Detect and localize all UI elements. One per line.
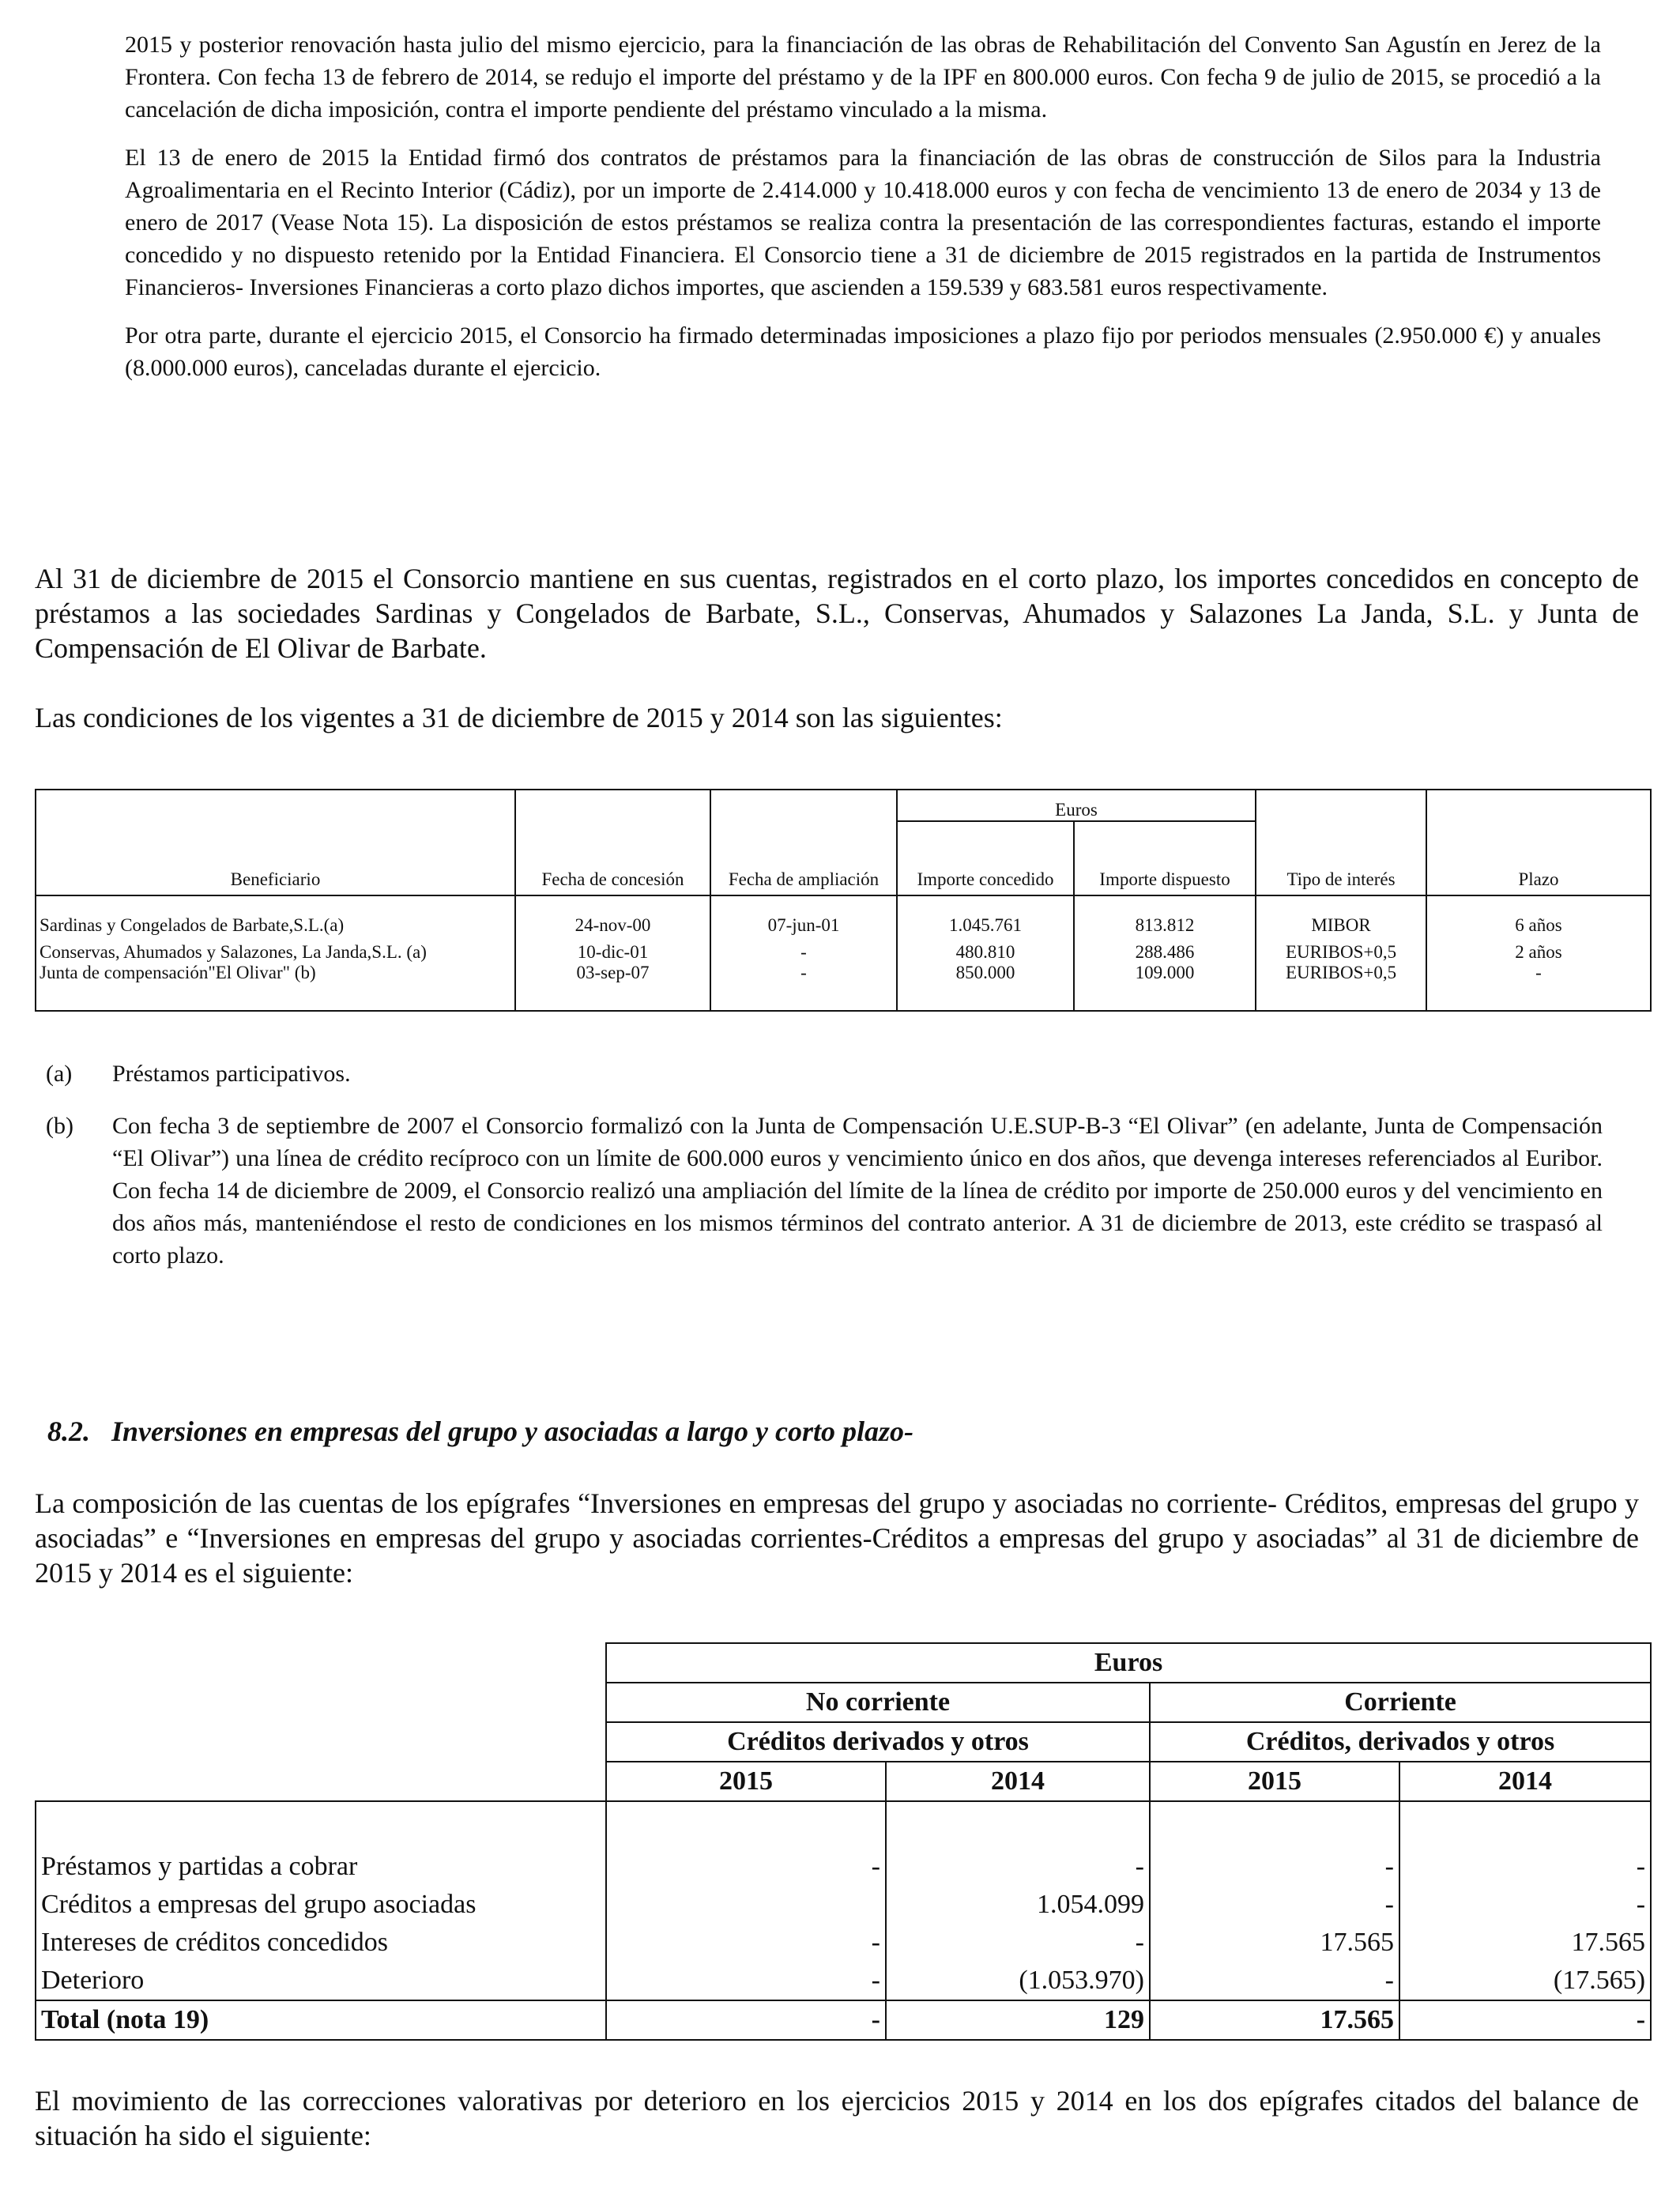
table-row: Sardinas y Congelados de Barbate,S.L.(a) 24-nov-00 07-jun-01 1.045.761 813.812 MIBOR 6 años: [36, 895, 1651, 936]
footnote-a: [46, 1057, 1603, 1090]
loans-intro: [35, 561, 1639, 735]
footnote-key: (a): [46, 1061, 73, 1087]
table-row: Préstamos y partidas a cobrar - - - -: [36, 1848, 1651, 1886]
year-header: 2014: [1399, 1762, 1651, 1801]
investments-table: [35, 1642, 1652, 2041]
group-header: Euros: [606, 1643, 1651, 1683]
paragraph: Las condiciones de los vigentes a 31 de diciembre de 2015 y 2014 son las siguientes:: [35, 702, 1003, 733]
spacer-row: [36, 1801, 1651, 1848]
year-header: 2015: [606, 1762, 886, 1801]
footnote-text: Préstamos participativos.: [112, 1061, 351, 1087]
col-header: Beneficiario: [36, 790, 515, 895]
paragraph: El movimiento de las correcciones valorativas por deterioro en los ejercicios 2015 y 2014 en los dos epígrafes citados del balance de situación ha sido el siguiente:: [35, 2085, 1639, 2151]
top-text: [125, 28, 1601, 384]
col-header: Fecha de concesión: [515, 790, 710, 895]
paragraph: Al 31 de diciembre de 2015 el Consorcio mantiene en sus cuentas, registrados en el corto plazo, los importes concedidos en concepto de préstamos a las sociedades Sardinas y Congelados de Barbate, S.L., Conservas, Ahumados y Salazones La Janda, S.L. y Junta de Compensación de El Olivar de Barbate.: [35, 563, 1639, 664]
group-header: Euros: [897, 790, 1256, 821]
col-header: Fecha de ampliación: [710, 790, 897, 895]
table-row: Junta de compensación"El Olivar" (b) 03-sep-07 - 850.000 109.000 EURIBOS+0,5 -: [36, 963, 1651, 1011]
group-header: No corriente: [606, 1683, 1150, 1722]
col-header: Plazo: [1426, 790, 1651, 895]
loans-table: [35, 789, 1652, 1012]
final-text: [35, 2083, 1639, 2153]
footnote-key: (b): [46, 1113, 73, 1139]
section-intro: [35, 1486, 1639, 1590]
table-row: Deterioro - (1.053.970) - (17.565): [36, 1962, 1651, 2000]
table-row: Créditos a empresas del grupo asociadas 1.054.099 - -: [36, 1886, 1651, 1924]
footnote-text: Con fecha 3 de septiembre de 2007 el Consorcio formalizó con la Junta de Compensación U.E.SUP-B-3 “El Olivar” (en adelante, Junta de Compensación “El Olivar”) una línea de crédito recíproco con un límite de 600.000 euros y vencimiento único en dos años, que devenga intereses referenciados al Euribor. Con fecha 14 de diciembre de 2009, el Consorcio realizó una ampliación del límite de la línea de crédito por importe de 250.000 euros y del vencimiento en dos años más, manteniéndose el resto de condiciones en los mismos términos del contrato anterior. A 31 de diciembre de 2013, este crédito se traspasó al corto plazo.: [112, 1113, 1603, 1269]
group-subheader: Créditos, derivados y otros: [1150, 1722, 1651, 1762]
table-row: Intereses de créditos concedidos - - 17.565 17.565: [36, 1924, 1651, 1962]
total-row: Total (nota 19) - 129 17.565 -: [36, 2000, 1651, 2040]
group-subheader: Créditos derivados y otros: [606, 1722, 1150, 1762]
col-header: Tipo de interés: [1256, 790, 1426, 895]
paragraph: Por otra parte, durante el ejercicio 2015, el Consorcio ha firmado determinadas imposiciones a plazo fijo por periodos mensuales (2.950.000 €) y anuales (8.000.000 euros), canceladas durante el ejercicio.: [125, 322, 1601, 381]
table-row: Conservas, Ahumados y Salazones, La Janda,S.L. (a) 10-dic-01 - 480.810 288.486 EURIBOS+0,5 2 años: [36, 936, 1651, 963]
footnote-b: [46, 1110, 1603, 1272]
paragraph: La composición de las cuentas de los epígrafes “Inversiones en empresas del grupo y asociadas no corriente- Créditos, empresas del grupo y asociadas” e “Inversiones en empresas del grupo y asociadas corrientes-Créditos a empresas del grupo y asociadas” al 31 de diciembre de 2015 y 2014 es el siguiente:: [35, 1487, 1639, 1589]
group-header: Corriente: [1150, 1683, 1651, 1722]
section-heading: 8.2. Inversiones en empresas del grupo y asociadas a largo y corto plazo-: [47, 1416, 913, 1447]
col-header: Importe concedido: [897, 821, 1074, 895]
paragraph: El 13 de enero de 2015 la Entidad firmó dos contratos de préstamos para la financiación de las obras de construcción de Silos para la Industria Agroalimentaria en el Recinto Interior (Cádiz), por un importe de 2.414.000 y 10.418.000 euros y con fecha de vencimiento 13 de enero de 2034 y 13 de enero de 2017 (Vease Nota 15). La disposición de estos préstamos se realiza contra la presentación de las correspondientes facturas, estando el importe concedido y no dispuesto retenido por la Entidad Financiera. El Consorcio tiene a 31 de diciembre de 2015 registrados en la partida de Instrumentos Financieros- Inversiones Financieras a corto plazo dichos importes, que ascienden a 159.539 y 683.581 euros respectivamente.: [125, 145, 1601, 300]
year-header: 2015: [1150, 1762, 1399, 1801]
year-header: 2014: [886, 1762, 1150, 1801]
paragraph: 2015 y posterior renovación hasta julio del mismo ejercicio, para la financiación de las obras de Rehabilitación del Convento San Agustín en Jerez de la Frontera. Con fecha 13 de febrero de 2014, se redujo el importe del préstamo y de la IPF en 800.000 euros. Con fecha 9 de julio de 2015, se procedió a la cancelación de dicha imposición, contra el importe pendiente del préstamo vinculado a la misma.: [125, 32, 1601, 123]
col-header: Importe dispuesto: [1074, 821, 1256, 895]
